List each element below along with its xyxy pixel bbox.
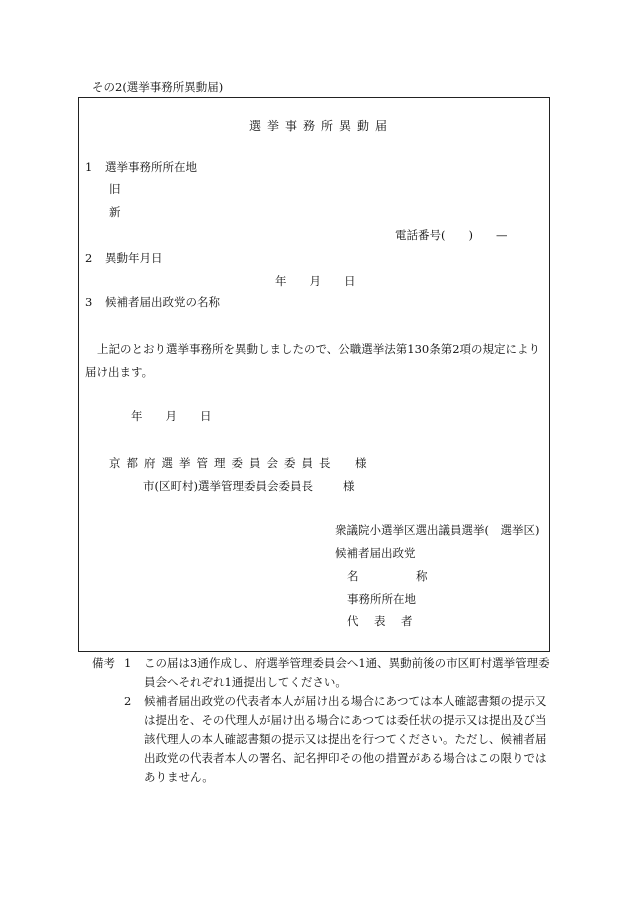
- addressee-prefecture: 京都府選挙管理委員会委員長: [109, 456, 337, 470]
- statement-text: 上記のとおり選挙事務所を異動しましたので、公職選挙法第130条第2項の規定により届け出ます。: [85, 342, 541, 379]
- addressee-municipal: 市(区町村)選挙管理委員会委員長: [143, 479, 313, 493]
- item3-number: 3: [85, 295, 93, 309]
- form-caption: その2(選挙事務所異動届): [92, 80, 224, 94]
- addressee-municipal-honorific: 様: [343, 479, 355, 493]
- form-title: 選挙事務所異動届: [249, 119, 394, 133]
- item3-label: 候補者届出政党の名称: [105, 295, 220, 309]
- remark-1-number: 1: [124, 656, 132, 670]
- representative-label: 代 表 者: [347, 614, 415, 628]
- remark-2-number: 2: [124, 694, 132, 708]
- item2-number: 2: [85, 251, 93, 265]
- change-date: 年 月 日: [275, 274, 356, 288]
- old-address-label: 旧: [109, 182, 121, 196]
- party-label: 候補者届出政党: [335, 546, 416, 560]
- item1-number: 1: [85, 160, 93, 174]
- phone-number-label: 電話番号( ) —: [395, 228, 508, 242]
- office-address-label: 事務所所在地: [347, 592, 416, 606]
- submission-date: 年 月 日: [131, 409, 212, 423]
- election-name: 衆議院小選挙区選出議員選挙( 選挙区): [335, 523, 540, 537]
- addressee-prefecture-honorific: 様: [355, 456, 367, 470]
- remark-2-text: 候補者届出政党の代表者本人が届け出る場合にあつては本人確認書類の提示又は提出を、その代理人が届け出る場合にあつては委任状の提示又は提出及び当該代理人の本人確認書類の提示又は提出を行つてください。ただし、候補者届出政党の代表者本人の署名、記名押印その他の措置がある場合はこの限りではありません。: [144, 694, 547, 784]
- item1-label: 選挙事務所所在地: [105, 160, 197, 174]
- remarks-heading: 備考: [92, 656, 115, 670]
- party-name-label: 名 称: [347, 569, 428, 583]
- item2-label: 異動年月日: [105, 251, 163, 265]
- form-box: [78, 97, 550, 652]
- new-address-label: 新: [109, 205, 121, 219]
- remark-1-text: この届は3通作成し、府選挙管理委員会へ1通、異動前後の市区町村選挙管理委員会へそれぞれ1通提出してください。: [144, 656, 550, 689]
